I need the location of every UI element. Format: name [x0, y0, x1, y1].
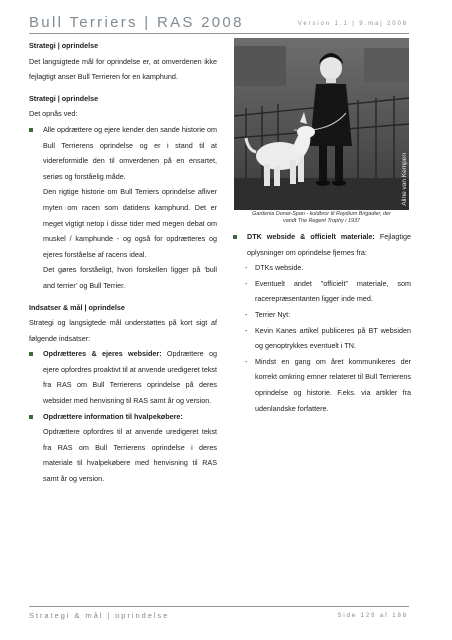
paragraph: Opdrættere opfordres til at anvende uredigeret tekst fra RAS om Bull Terrierens oprindelse i deres materiale til hvalpekøbere med henvisning til RAS samt år og version. — [43, 427, 217, 484]
bullet-item: Opdrættere information til hvalpekøbere: — [29, 409, 217, 425]
photo-caption: Gardenia Donar-Span - kuldbror til Raydium Brigadier, der vandt The Regent Trophy i 1937 — [252, 211, 391, 224]
photo-credit: Aline van Kempen — [401, 153, 408, 206]
square-bullet-icon — [29, 346, 43, 408]
document-title: Bull Terriers | RAS 2008 — [29, 14, 244, 31]
paragraph: Den rigtige historie om Bull Terriers oprindelse afliver myten om racen som datidens kamphund. Det er meget vigtigt netop i disse tider med megen debat om muskel / kamphunde - og også for opdrætteres og ejeres forståelse af racens ideal. — [43, 187, 217, 259]
square-bullet-icon — [29, 122, 43, 184]
dash-list-item: - Kevin Kanes artikel publiceres på BT websiden og genoptrykkes eventuelt i TN. — [245, 325, 411, 351]
dash-list-item: - Mindst en gang om året kommunikeres der korrekt omkring emner relateret til Bull Terrierens oprindelse og historie. F.eks. via artikler fra udenlandske forfattere. — [245, 356, 411, 413]
paragraph: Det langsigtede mål for oprindelse er, at omverdenen ikke fejlagtigt anser Bull Terrieren for en kamphund. — [29, 56, 217, 82]
photo-illustration — [234, 38, 409, 210]
dash-list-item: - Terrier Nyt: — [245, 309, 291, 319]
footer-section-label: Strategi & mål | oprindelse — [29, 611, 170, 620]
photo-boy-with-bull-terrier — [234, 38, 409, 210]
section-heading: Strategi | oprindelse — [29, 93, 99, 103]
paragraph: Det opnås ved: — [29, 109, 78, 119]
paragraph: Det gøres forståeligt, hvori forskellen ligger på ‘bull and terrier’ og Bull Terrier. — [43, 265, 217, 290]
dash-list-item: - DTKs webside. — [245, 263, 304, 273]
section-heading: Indsatser & mål | oprindelse — [29, 302, 125, 312]
footer-divider — [29, 606, 409, 607]
square-bullet-icon — [233, 229, 247, 260]
bullet-item: Opdrætteres & ejeres websider: Opdrættere og ejere opfordres proaktivt til at anvende uredigeret tekst fra RAS om Bull Terrierens oprindelse på deres websider med henvisning til RAS samt år og version. — [29, 346, 217, 408]
version-label: Version 1.1 | 9.maj 2008 — [297, 21, 408, 27]
square-bullet-icon — [29, 409, 43, 425]
header-divider — [29, 33, 409, 34]
bullet-item: Alle opdrættere og ejere kender den sande historie om Bull Terrierens oprindelse og er i stand til at videreformidle den til omverdenen på en ensartet, seriøs og forståelig måde. — [29, 122, 217, 184]
left-column — [29, 38, 217, 487]
paragraph: Strategi og langsigtede mål understøttes på kort sigt af følgende indsatser: — [29, 318, 217, 343]
section-heading: Strategi | oprindelse — [29, 41, 99, 50]
page-number: Side 129 af 188 — [337, 613, 408, 619]
bullet-item: DTK webside & officielt materiale: Fejlagtige oplysninger om oprindelse fjernes fra: — [233, 229, 411, 260]
dash-list-item: - Eventuelt andet ”officielt” materiale, som racerepræsentanten ligger inde med. — [245, 278, 411, 304]
right-column — [233, 229, 411, 416]
